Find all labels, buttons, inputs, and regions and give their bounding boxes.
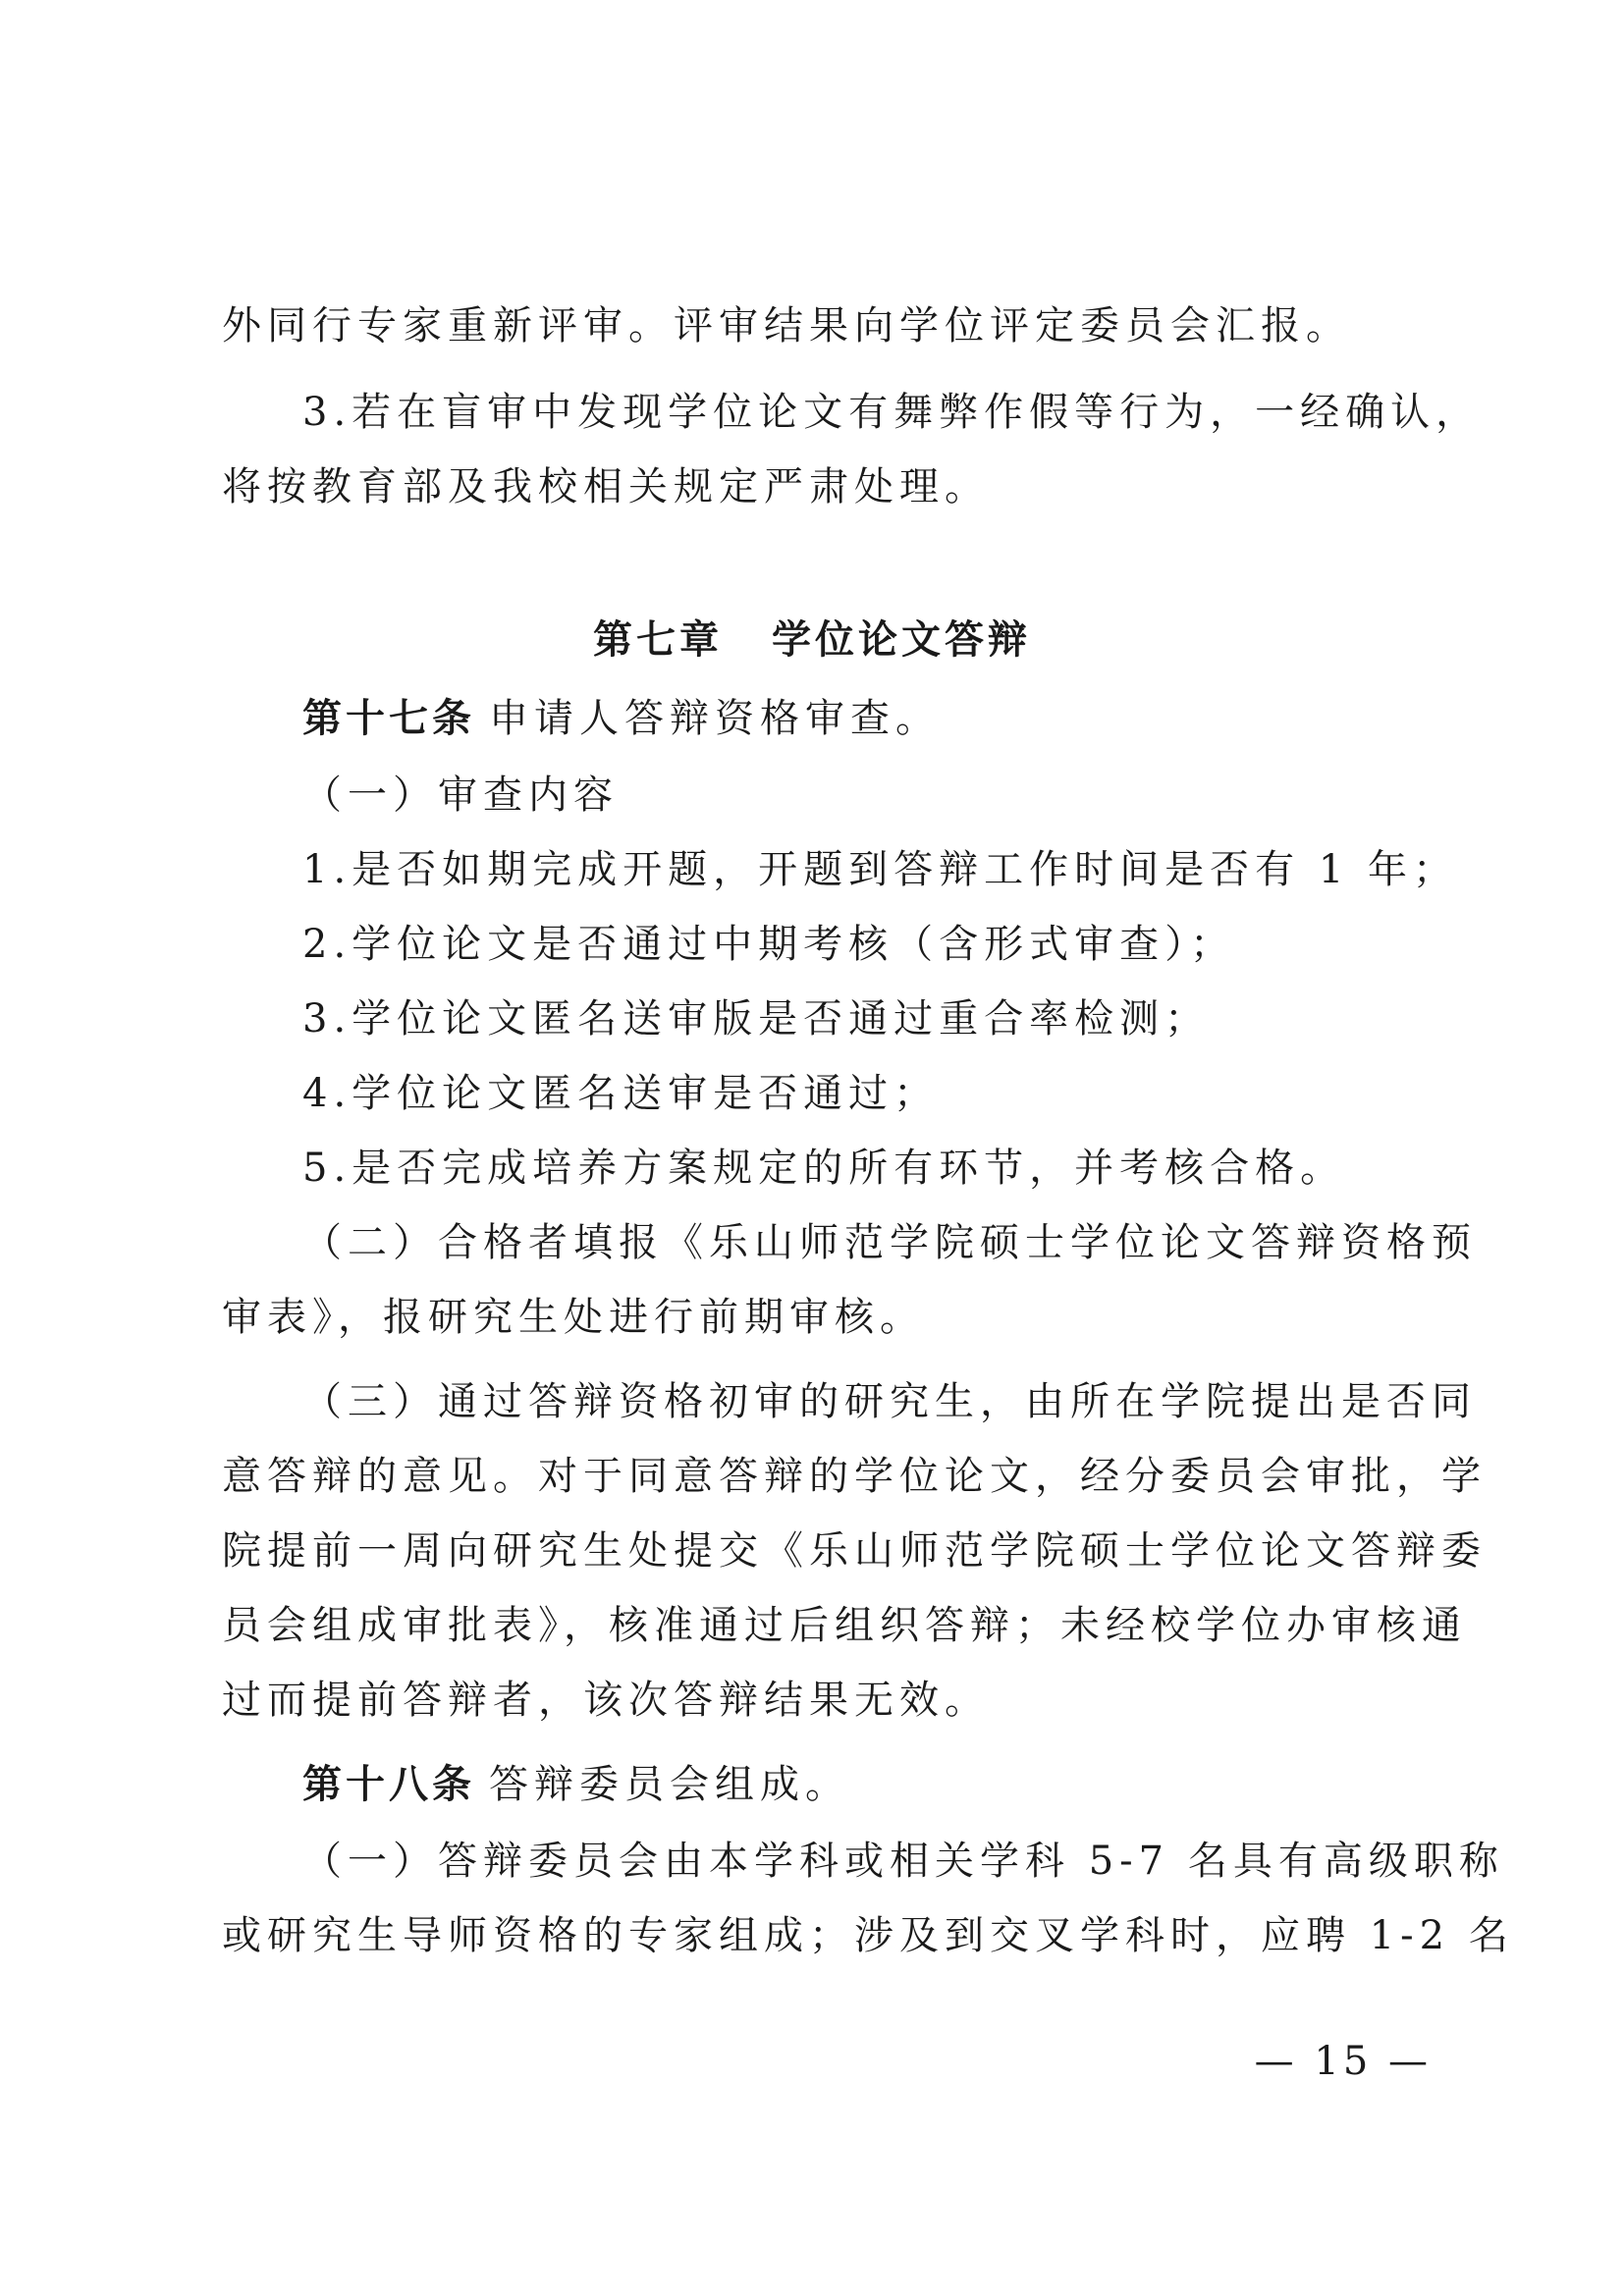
- paragraph-line: 院提前一周向研究生处提交《乐山师范学院硕士学位论文答辩委: [222, 1528, 1487, 1574]
- section-heading: （一）审查内容: [302, 773, 619, 818]
- list-item: 4.学位论文匿名送审是否通过；: [302, 1071, 940, 1116]
- paragraph-line: 将按教育部及我校相关规定严肃处理。: [222, 464, 990, 509]
- list-item: 2.学位论文是否通过中期考核（含形式审查）；: [302, 922, 1236, 967]
- article-title: 答辩委员会组成。: [489, 1762, 850, 1807]
- article-heading: [302, 1757, 1430, 1812]
- paragraph-line: （二）合格者填报《乐山师范学院硕士学位论文答辩资格预: [302, 1220, 1477, 1265]
- article-label: 第十七条: [302, 696, 475, 741]
- article-label: 第十八条: [302, 1762, 475, 1807]
- paragraph-line: （一）答辩委员会由本学科或相关学科 5-7 名具有高级职称: [302, 1839, 1504, 1884]
- chapter-heading: [0, 613, 1624, 667]
- list-item: 1.是否如期完成开题，开题到答辩工作时间是否有 1 年；: [302, 847, 1459, 892]
- chapter-title: 学位论文答辩: [772, 617, 1031, 663]
- list-item: 5.是否完成培养方案规定的所有环节，并考核合格。: [302, 1146, 1346, 1191]
- paragraph-line: 过而提前答辩者，该次答辩结果无效。: [222, 1678, 990, 1723]
- paragraph-line: 外同行专家重新评审。评审结果向学位评定委员会汇报。: [222, 303, 1351, 348]
- article-heading: [302, 691, 1430, 746]
- paragraph-line: （三）通过答辩资格初审的研究生，由所在学院提出是否同: [302, 1379, 1477, 1424]
- paragraph-line: 审表》，报研究生处进行前期审核。: [222, 1295, 925, 1340]
- list-item: 3.学位论文匿名送审版是否通过重合率检测；: [302, 996, 1211, 1041]
- paragraph-line: 或研究生导师资格的专家组成；涉及到交叉学科时，应聘 1-2 名: [222, 1913, 1514, 1958]
- chapter-number: 第七章: [593, 617, 723, 663]
- paragraph-line: 员会组成审批表》，核准通过后组织答辩；未经校学位办审核通: [222, 1603, 1467, 1648]
- article-title: 申请人答辩资格审查。: [489, 696, 941, 741]
- paragraph-line: 3.若在盲审中发现学位论文有舞弊作假等行为，一经确认，: [302, 390, 1482, 435]
- paragraph-line: 意答辩的意见。对于同意答辩的学位论文，经分委员会审批，学: [222, 1454, 1487, 1499]
- page-number: — 15 —: [1254, 2039, 1432, 2084]
